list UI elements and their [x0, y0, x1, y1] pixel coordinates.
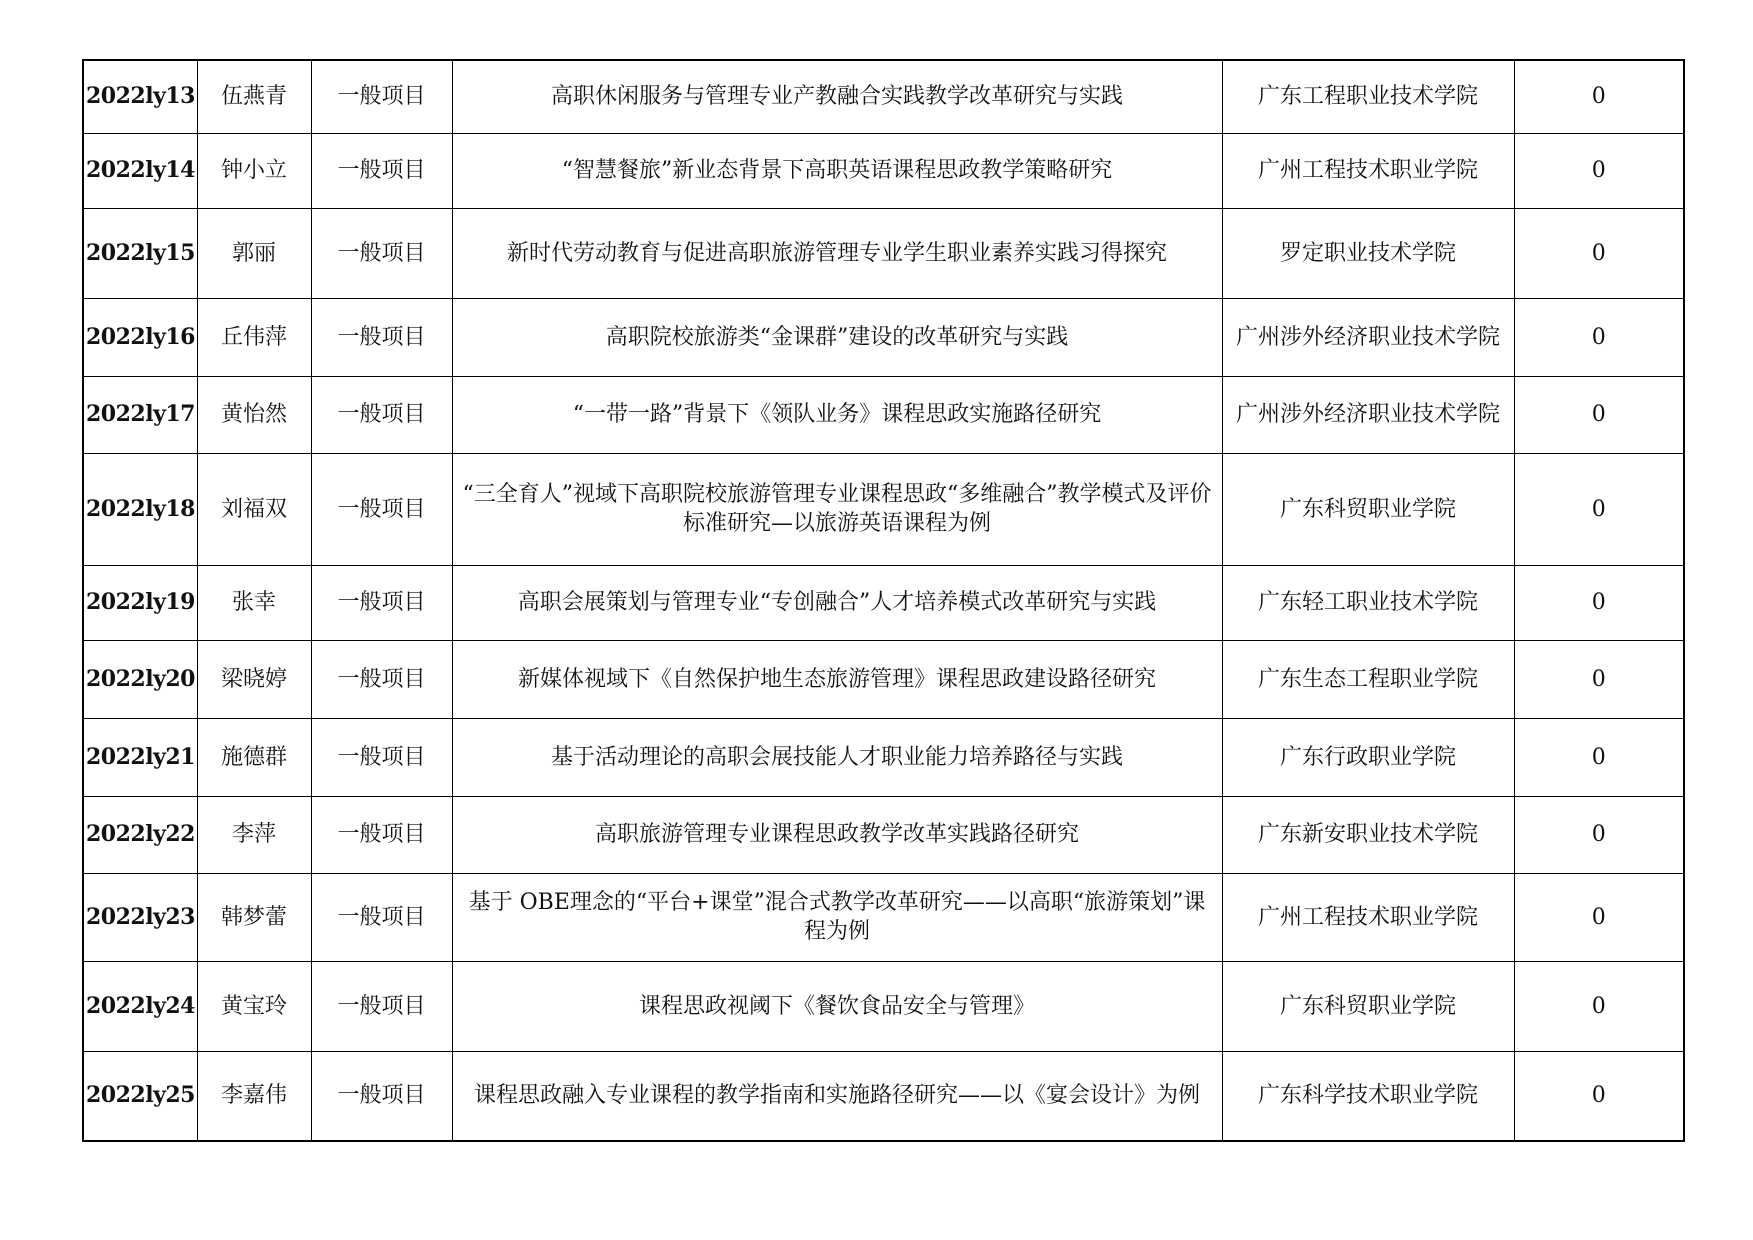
school-cell: 广东科贸职业学院 — [1222, 961, 1514, 1051]
project-category-cell: 一般项目 — [311, 1051, 452, 1141]
leader-name-cell: 韩梦蕾 — [197, 873, 311, 961]
school-cell: 广东工程职业技术学院 — [1222, 60, 1514, 133]
value-cell: 0 — [1514, 60, 1684, 133]
project-id-cell: 2022ly21 — [83, 718, 197, 796]
project-id-cell: 2022ly22 — [83, 796, 197, 873]
project-title-cell: 课程思政融入专业课程的教学指南和实施路径研究——以《宴会设计》为例 — [452, 1051, 1222, 1141]
school-cell: 广东轻工职业技术学院 — [1222, 565, 1514, 640]
project-title-cell: 高职院校旅游类“金课群”建设的改革研究与实践 — [452, 298, 1222, 376]
leader-name-cell: 李萍 — [197, 796, 311, 873]
project-id-cell: 2022ly20 — [83, 640, 197, 718]
project-id-cell: 2022ly15 — [83, 208, 197, 298]
table-row — [83, 133, 1684, 208]
project-category-cell: 一般项目 — [311, 565, 452, 640]
school-cell: 广州涉外经济职业技术学院 — [1222, 298, 1514, 376]
leader-name-cell: 李嘉伟 — [197, 1051, 311, 1141]
school-cell: 广州工程技术职业学院 — [1222, 873, 1514, 961]
project-category-cell: 一般项目 — [311, 718, 452, 796]
project-category-cell: 一般项目 — [311, 961, 452, 1051]
project-title-cell: “一带一路”背景下《领队业务》课程思政实施路径研究 — [452, 376, 1222, 453]
project-id-cell: 2022ly24 — [83, 961, 197, 1051]
project-title-cell: “智慧餐旅”新业态背景下高职英语课程思政教学策略研究 — [452, 133, 1222, 208]
table-row — [83, 796, 1684, 873]
value-cell: 0 — [1514, 796, 1684, 873]
table-row — [83, 961, 1684, 1051]
project-category-cell: 一般项目 — [311, 133, 452, 208]
project-title-cell: 新时代劳动教育与促进高职旅游管理专业学生职业素养实践习得探究 — [452, 208, 1222, 298]
value-cell: 0 — [1514, 718, 1684, 796]
project-category-cell: 一般项目 — [311, 60, 452, 133]
project-title-cell: “三全育人”视域下高职院校旅游管理专业课程思政“多维融合”教学模式及评价标准研究—以旅游英语课程为例 — [452, 453, 1222, 565]
value-cell: 0 — [1514, 453, 1684, 565]
school-cell: 广东科贸职业学院 — [1222, 453, 1514, 565]
school-cell: 广东科学技术职业学院 — [1222, 1051, 1514, 1141]
project-title-cell: 基于活动理论的高职会展技能人才职业能力培养路径与实践 — [452, 718, 1222, 796]
project-id-cell: 2022ly17 — [83, 376, 197, 453]
school-cell: 罗定职业技术学院 — [1222, 208, 1514, 298]
value-cell: 0 — [1514, 1051, 1684, 1141]
project-id-cell: 2022ly18 — [83, 453, 197, 565]
table-row — [83, 718, 1684, 796]
project-category-cell: 一般项目 — [311, 640, 452, 718]
project-category-cell: 一般项目 — [311, 873, 452, 961]
leader-name-cell: 张幸 — [197, 565, 311, 640]
project-id-cell: 2022ly13 — [83, 60, 197, 133]
project-title-cell: 高职会展策划与管理专业“专创融合”人才培养模式改革研究与实践 — [452, 565, 1222, 640]
project-category-cell: 一般项目 — [311, 208, 452, 298]
school-cell: 广东新安职业技术学院 — [1222, 796, 1514, 873]
project-title-cell: 课程思政视阈下《餐饮食品安全与管理》 — [452, 961, 1222, 1051]
value-cell: 0 — [1514, 565, 1684, 640]
value-cell: 0 — [1514, 376, 1684, 453]
leader-name-cell: 刘福双 — [197, 453, 311, 565]
table-row — [83, 1051, 1684, 1141]
table-row — [83, 298, 1684, 376]
leader-name-cell: 施德群 — [197, 718, 311, 796]
leader-name-cell: 郭丽 — [197, 208, 311, 298]
project-title-cell: 基于 OBE理念的“平台+课堂”混合式教学改革研究——以高职“旅游策划”课程为例 — [452, 873, 1222, 961]
project-id-cell: 2022ly14 — [83, 133, 197, 208]
leader-name-cell: 黄怡然 — [197, 376, 311, 453]
value-cell: 0 — [1514, 298, 1684, 376]
leader-name-cell: 丘伟萍 — [197, 298, 311, 376]
project-category-cell: 一般项目 — [311, 453, 452, 565]
school-cell: 广东生态工程职业学院 — [1222, 640, 1514, 718]
value-cell: 0 — [1514, 961, 1684, 1051]
project-category-cell: 一般项目 — [311, 298, 452, 376]
project-title-cell: 高职休闲服务与管理专业产教融合实践教学改革研究与实践 — [452, 60, 1222, 133]
table-row — [83, 640, 1684, 718]
table-row — [83, 453, 1684, 565]
school-cell: 广州工程技术职业学院 — [1222, 133, 1514, 208]
table-row — [83, 208, 1684, 298]
table-row — [83, 565, 1684, 640]
project-list-table — [82, 59, 1685, 1142]
project-category-cell: 一般项目 — [311, 796, 452, 873]
project-title-cell: 新媒体视域下《自然保护地生态旅游管理》课程思政建设路径研究 — [452, 640, 1222, 718]
value-cell: 0 — [1514, 640, 1684, 718]
value-cell: 0 — [1514, 133, 1684, 208]
project-category-cell: 一般项目 — [311, 376, 452, 453]
leader-name-cell: 黄宝玲 — [197, 961, 311, 1051]
project-title-cell: 高职旅游管理专业课程思政教学改革实践路径研究 — [452, 796, 1222, 873]
leader-name-cell: 伍燕青 — [197, 60, 311, 133]
project-id-cell: 2022ly23 — [83, 873, 197, 961]
project-id-cell: 2022ly16 — [83, 298, 197, 376]
table-row — [83, 376, 1684, 453]
leader-name-cell: 梁晓婷 — [197, 640, 311, 718]
school-cell: 广州涉外经济职业技术学院 — [1222, 376, 1514, 453]
project-id-cell: 2022ly25 — [83, 1051, 197, 1141]
value-cell: 0 — [1514, 873, 1684, 961]
project-id-cell: 2022ly19 — [83, 565, 197, 640]
value-cell: 0 — [1514, 208, 1684, 298]
school-cell: 广东行政职业学院 — [1222, 718, 1514, 796]
leader-name-cell: 钟小立 — [197, 133, 311, 208]
table-row — [83, 873, 1684, 961]
table-row — [83, 60, 1684, 133]
